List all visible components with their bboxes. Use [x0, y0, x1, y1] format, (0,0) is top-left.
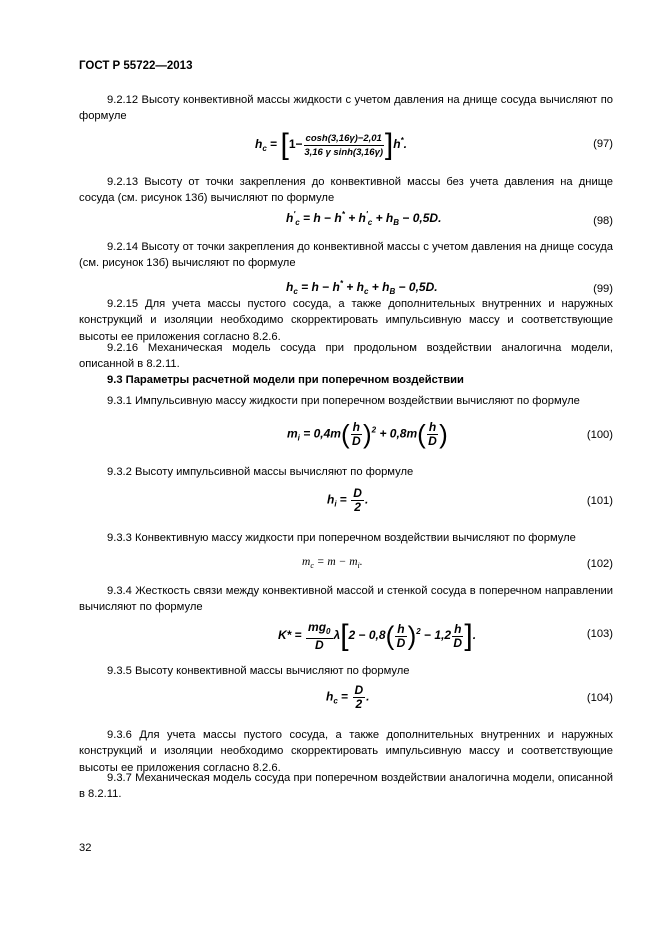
formula-103: K* = $\frac{mg_0}{D}$ λ[2 − 0,8( $\frac{h}{D}$ )$^2$ − 1,2 $\frac{h}{D}$ ].: [278, 619, 477, 652]
page-number: 32: [79, 842, 92, 854]
paragraph-9-3-5: 9.3.5 Высоту конвективной массы вычисляют по формуле: [107, 665, 410, 677]
equation-number-99: (99): [593, 283, 613, 295]
equation-number-100: (100): [586, 429, 613, 441]
paragraph-9-2-15: 9.2.15 Для учета массы пустого сосуда, а также дополнительных внутренних и наружных конструкций и изоляции необходимо скорректировать импульсивную массу и соответствующие высоты ее приложения согласно 8.2.6.: [79, 298, 613, 343]
formula-99: $h_c = h - h^* + h_c + h_B - 0,5D$.: [286, 279, 438, 296]
formula-100: $m_i = 0,4m$( $\frac{h}{D}$ )$^2$ + 0,8m( $\frac{h}{D}$ ): [287, 419, 448, 449]
paragraph-9-2-16: 9.2.16 Механическая модель сосуда при продольном воздействии аналогична модели, описанной в 8.2.11.: [79, 342, 613, 371]
paragraph-9-2-14: 9.2.14 Высоту от точки закрепления до конвективной массы с учетом давления на днище сосуда (см. рисунок 13б) вычисляют по формуле: [79, 241, 613, 270]
equation-number-102: (102): [586, 558, 613, 570]
paragraph-9-2-13: 9.2.13 Высоту от точки закрепления до конвективной массы без учета давления на днище сосуда (см. рисунок 13б) вычисляют по формуле: [79, 176, 613, 205]
paragraph-9-3-1: 9.3.1 Импульсивную массу жидкости при поперечном воздействии вычисляют по формуле: [107, 395, 580, 407]
paragraph-9-3-6: 9.3.6 Для учета массы пустого сосуда, а также дополнительных внутренних и наружных конструкций и изоляции необходимо скорректировать импульсивную массу и соответствующие высоты ее приложения согласно 8.2.6.: [79, 729, 613, 774]
paragraph-9-3-2: 9.3.2 Высоту импульсивной массы вычисляют по формуле: [107, 466, 414, 478]
paragraph-9-3-3: 9.3.3 Конвективную массу жидкости при поперечном воздействии вычисляют по формуле: [107, 532, 576, 544]
formula-97: $h_c = [1-$ $\frac{\cosh(3,16\gamma)-2,01}{\text{3,16 γ sinh(3,16γ)}}$ ]h*.: [255, 128, 407, 161]
formula-102: $m_c = m - m_i$.: [302, 556, 363, 570]
equation-number-97: (97): [593, 138, 613, 150]
paragraph-9-3-4: 9.3.4 Жесткость связи между конвективной массой и стенкой сосуда в поперечном направлении вычисляют по формуле: [79, 585, 613, 614]
formula-98: $h'_c = h - h^* + h'_c + h_B - 0,5D$.: [286, 210, 442, 227]
equation-number-104: (104): [586, 692, 613, 704]
paragraph-9-2-12: 9.2.12 Высоту конвективной массы жидкости с учетом давления на днище сосуда вычисляют по формуле: [79, 94, 613, 123]
equation-number-98: (98): [593, 215, 613, 227]
equation-number-101: (101): [586, 495, 613, 507]
formula-104: $h_c$ = $\frac{D}{2}$ .: [326, 683, 370, 711]
document-header: ГОСТ Р 55722—2013: [79, 60, 193, 72]
paragraph-9-3-7: 9.3.7 Механическая модель сосуда при поперечном воздействии аналогична модели, описанной в 8.2.11.: [79, 772, 613, 801]
section-heading-9-3: 9.3 Параметры расчетной модели при поперечном воздействии: [107, 374, 464, 386]
equation-number-103: (103): [586, 628, 613, 640]
formula-101: $h_i$ = $\frac{D}{2}$ .: [327, 486, 369, 514]
